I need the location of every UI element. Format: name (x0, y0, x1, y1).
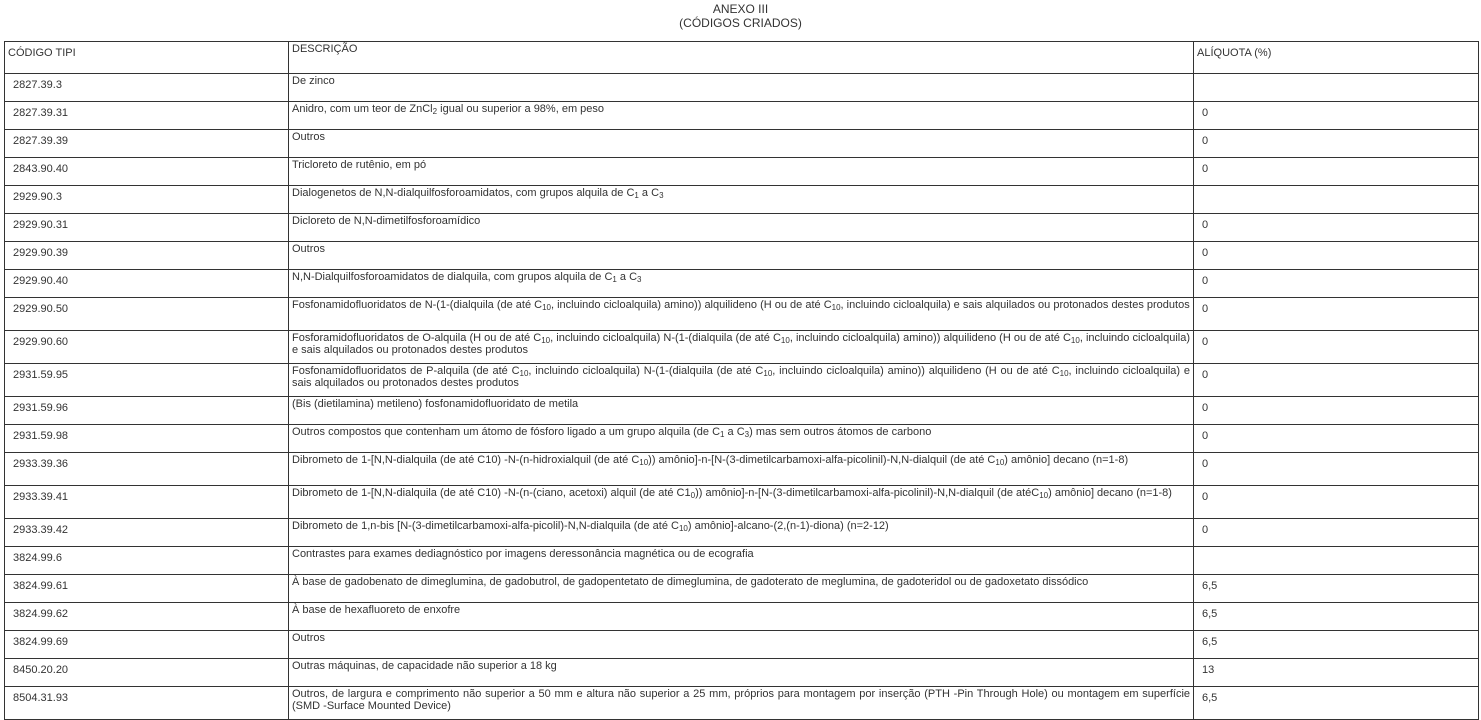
rate-cell: 0 (1194, 331, 1479, 364)
table-row (5, 425, 1479, 453)
tipi-code-cell: 2931.59.95 (5, 364, 289, 397)
tipi-code-cell: 2929.90.31 (5, 214, 289, 242)
table-row (5, 659, 1479, 687)
description-cell: Dibrometo de 1-[N,N-dialquila (de até C10) -N-(n-(ciano, acetoxi) alquil (de até $C1_0$)) amônio]-n-[N-(3-dimetilcarbamoxi-alfa-picolinil)-N,N-dialquil (de atéC$_{10}$) amônio] decano (n=1-8) (289, 486, 1194, 519)
rate-cell: 0 (1194, 397, 1479, 425)
description-cell: Dialogenetos de N,N-dialquilfosforoamidatos, com grupos alquila de $C_1$ a $C_3$ (289, 186, 1194, 214)
description-cell: Outros (289, 631, 1194, 659)
column-header-description: DESCRIÇÃO (289, 42, 1194, 74)
description-cell: Outros (289, 242, 1194, 270)
description-cell: Dicloreto de N,N-dimetilfosforoamídico (289, 214, 1194, 242)
tipi-code-cell: 2929.90.40 (5, 270, 289, 298)
description-cell: N,N-Dialquilfosforoamidatos de dialquila, com grupos alquila de $C_1$ a $C_3$ (289, 270, 1194, 298)
table-row (5, 270, 1479, 298)
table-row (5, 186, 1479, 214)
description-cell: Outros, de largura e comprimento não superior a 50 mm e altura não superior a 25 mm, próprios para montagem por inserção (PTH -Pin Through Hole) ou montagem em superfície (SMD -Surface Mounted Device) (289, 687, 1194, 720)
tipi-code-cell: 3824.99.6 (5, 547, 289, 575)
column-header-rate: ALÍQUOTA (%) (1194, 42, 1479, 74)
column-header-code: CÓDIGO TIPI (5, 42, 289, 74)
rate-cell: 0 (1194, 453, 1479, 486)
codes-table (4, 41, 1479, 720)
description-cell: Tricloreto de rutênio, em pó (289, 158, 1194, 186)
annex-title: ANEXO III (712, 2, 769, 16)
rate-cell: 6,5 (1194, 631, 1479, 659)
rate-cell: 0 (1194, 298, 1479, 331)
tipi-code-cell: 2827.39.3 (5, 74, 289, 102)
description-cell: Outros (289, 130, 1194, 158)
rate-cell: 0 (1194, 130, 1479, 158)
table-row (5, 214, 1479, 242)
table-header-row (5, 42, 1479, 74)
tipi-code-cell: 2827.39.31 (5, 102, 289, 130)
rate-cell: 0 (1194, 519, 1479, 547)
rate-cell (1194, 547, 1479, 575)
rate-cell: 0 (1194, 364, 1479, 397)
tipi-code-cell: 2933.39.41 (5, 486, 289, 519)
description-cell: À base de hexafluoreto de enxofre (289, 603, 1194, 631)
rate-cell: 0 (1194, 242, 1479, 270)
tipi-code-cell: 2931.59.98 (5, 425, 289, 453)
tipi-code-cell: 2929.90.39 (5, 242, 289, 270)
description-cell: Dibrometo de 1,n-bis [N-(3-dimetilcarbamoxi-alfa-picolil)-N,N-dialquila (de até $C_{10}$) amônio]-alcano-(2,(n-1)-diona) (n=2-12) (289, 519, 1194, 547)
description-cell: Fosfonamidofluoridatos de N-(1-(dialquila (de até $C_{10}$, incluindo cicloalquila) amino)) alquilideno (H ou de até $C_{10}$, incluindo cicloalquila) e sais alquilados ou protonados destes produtos (289, 298, 1194, 331)
table-row (5, 74, 1479, 102)
rate-cell: 0 (1194, 270, 1479, 298)
description-cell: Fosfonamidofluoridatos de P-alquila (de até $C_{10}$, incluindo cicloalquila) N-(1-(dialquila (de até $C_{10}$, incluindo cicloalquila) amino)) alquilideno (H ou de até $C_{10}$, incluindo cicloalquila) e sais alquilados ou protonados destes produtos (289, 364, 1194, 397)
rate-cell: 0 (1194, 102, 1479, 130)
rate-cell: 6,5 (1194, 603, 1479, 631)
table-row (5, 547, 1479, 575)
description-cell: Fosforamidofluoridatos de O-alquila (H ou de até $C_{10}$, incluindo cicloalquila) N-(1-(dialquila (de até $C_{10}$, incluindo cicloalquila) amino)) alquilideno (H ou de até $C_{10}$, incluindo cicloalquila) e sais alquilados ou protonados destes produtos (289, 331, 1194, 364)
tipi-code-cell: 2929.90.50 (5, 298, 289, 331)
tipi-code-cell: 3824.99.69 (5, 631, 289, 659)
tipi-code-cell: 2827.39.39 (5, 130, 289, 158)
table-row (5, 130, 1479, 158)
tipi-code-cell: 2933.39.36 (5, 453, 289, 486)
table-body (5, 74, 1479, 720)
table-row (5, 242, 1479, 270)
description-cell: Anidro, com um teor de ZnCl$_2$ igual ou superior a 98%, em peso (289, 102, 1194, 130)
tipi-code-cell: 2933.39.42 (5, 519, 289, 547)
rate-cell: 0 (1194, 425, 1479, 453)
rate-cell: 0 (1194, 214, 1479, 242)
table-row (5, 603, 1479, 631)
table-row (5, 397, 1479, 425)
table-row (5, 298, 1479, 331)
tipi-code-cell: 2929.90.3 (5, 186, 289, 214)
tipi-code-cell: 8504.31.93 (5, 687, 289, 720)
table-row (5, 631, 1479, 659)
tipi-code-cell: 8450.20.20 (5, 659, 289, 687)
table-row (5, 364, 1479, 397)
rate-cell: 6,5 (1194, 575, 1479, 603)
description-cell: Outras máquinas, de capacidade não superior a 18 kg (289, 659, 1194, 687)
table-row (5, 486, 1479, 519)
annex-heading (0, 0, 1481, 36)
tipi-code-cell: 2843.90.40 (5, 158, 289, 186)
table-row (5, 158, 1479, 186)
table-row (5, 331, 1479, 364)
description-cell: Contrastes para exames dediagnóstico por imagens deressonância magnética ou de ecografia (289, 547, 1194, 575)
rate-cell: 0 (1194, 486, 1479, 519)
table-row (5, 453, 1479, 486)
description-cell: Outros compostos que contenham um átomo de fósforo ligado a um grupo alquila (de $C_1$ a $C_3$) mas sem outros átomos de carbono (289, 425, 1194, 453)
annex-subtitle: (CÓDIGOS CRIADOS) (679, 16, 802, 30)
description-cell: De zinco (289, 74, 1194, 102)
rate-cell (1194, 186, 1479, 214)
tipi-code-cell: 2929.90.60 (5, 331, 289, 364)
table-row (5, 687, 1479, 720)
table-row (5, 575, 1479, 603)
rate-cell: 6,5 (1194, 687, 1479, 720)
tipi-code-cell: 2931.59.96 (5, 397, 289, 425)
description-cell: À base de gadobenato de dimeglumina, de gadobutrol, de gadopentetato de dimeglumina, de gadoterato de meglumina, de gadoteridol ou de gadoxetato dissódico (289, 575, 1194, 603)
rate-cell (1194, 74, 1479, 102)
table-row (5, 102, 1479, 130)
description-cell: (Bis (dietilamina) metileno) fosfonamidofluoridato de metila (289, 397, 1194, 425)
tipi-code-cell: 3824.99.61 (5, 575, 289, 603)
table-row (5, 519, 1479, 547)
tipi-code-cell: 3824.99.62 (5, 603, 289, 631)
rate-cell: 13 (1194, 659, 1479, 687)
rate-cell: 0 (1194, 158, 1479, 186)
description-cell: Dibrometo de 1-[N,N-dialquila (de até C10) -N-(n-hidroxialquil (de até $C_{10}$)) amônio]-n-[N-(3-dimetilcarbamoxi-alfa-picolinil)-N,N-dialquil (de até $C_{10}$) amônio] decano (n=1-8) (289, 453, 1194, 486)
